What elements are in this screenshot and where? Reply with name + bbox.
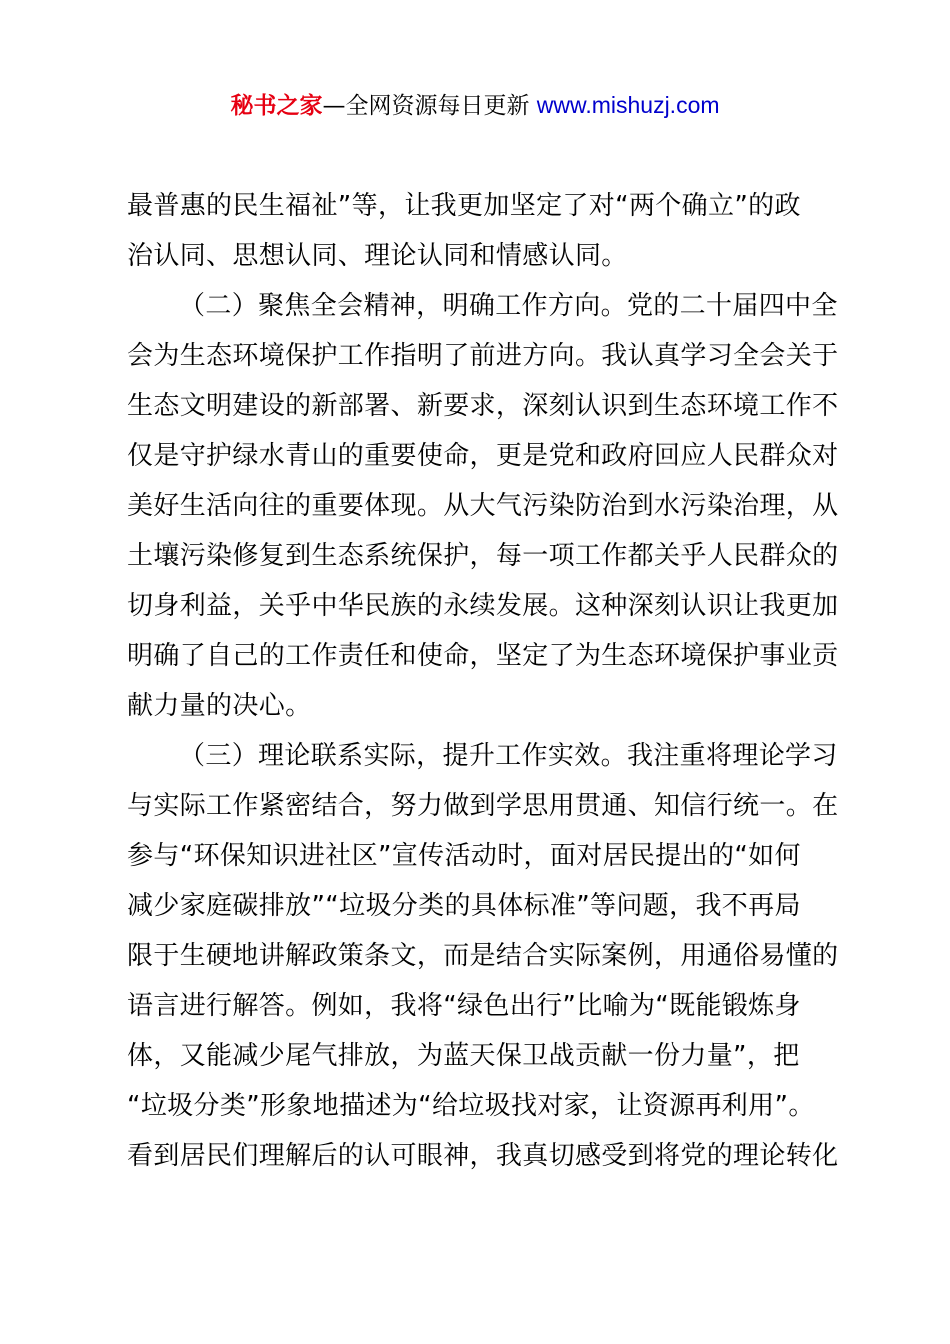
text-line: 会为生态环境保护工作指明了前进方向。我认真学习全会关于 (127, 341, 839, 371)
text-line: 明确了自己的工作责任和使命，坚定了为生态环境保护事业贡 (127, 641, 839, 671)
section-2-first-line: （二）聚焦全会精神，明确工作方向。党的二十届四中全 (179, 291, 838, 321)
text-line: 语言进行解答。例如，我将“绿色出行”比喻为“既能锻炼身 (127, 991, 801, 1021)
text-line: 美好生活向往的重要体现。从大气污染防治到水污染治理，从 (127, 491, 839, 521)
brand-name: 秘书之家 (230, 93, 323, 119)
text-line: 与实际工作紧密结合，努力做到学思用贯通、知信行统一。在 (127, 791, 839, 821)
text-line: 体，又能减少尾气排放，为蓝天保卫战贡献一份力量”，把 (127, 1041, 800, 1071)
site-url-link[interactable]: www.mishuzj.com (536, 92, 720, 118)
text-line: 生态文明建设的新部署、新要求，深刻认识到生态环境工作不 (127, 391, 839, 421)
text-line: 减少家庭碳排放”“垃圾分类的具体标准”等问题，我不再局 (127, 891, 801, 921)
text-line: 仅是守护绿水青山的重要使命，更是党和政府回应人民群众对 (127, 441, 839, 471)
page-header (0, 88, 950, 123)
header-tagline: —全网资源每日更新 (322, 93, 537, 119)
paragraph-continuation (127, 181, 837, 281)
text-line: 切身利益，关乎中华民族的永续发展。这种深刻认识让我更加 (127, 591, 839, 621)
text-line: “垃圾分类”形象地描述为“给垃圾找对家，让资源再利用”。 (127, 1091, 815, 1121)
text-line: 治认同、思想认同、理论认同和情感认同。 (127, 241, 628, 271)
section-3-first-line: （三）理论联系实际，提升工作实效。我注重将理论学习 (179, 741, 838, 771)
paragraph-section-3 (127, 731, 837, 1181)
text-line: 献力量的决心。 (127, 691, 312, 721)
text-line: 参与“环保知识进社区”宣传活动时，面对居民提出的“如何 (127, 841, 801, 871)
paragraph-section-2 (127, 281, 837, 731)
text-line: 最普惠的民生福祉”等，让我更加坚定了对“两个确立”的政 (127, 191, 801, 221)
text-line: 限于生硬地讲解政策条文，而是结合实际案例，用通俗易懂的 (127, 941, 839, 971)
text-line: 土壤污染修复到生态系统保护，每一项工作都关乎人民群众的 (127, 541, 839, 571)
text-line: 看到居民们理解后的认可眼神，我真切感受到将党的理论转化 (127, 1141, 839, 1171)
document-body (127, 181, 837, 1181)
